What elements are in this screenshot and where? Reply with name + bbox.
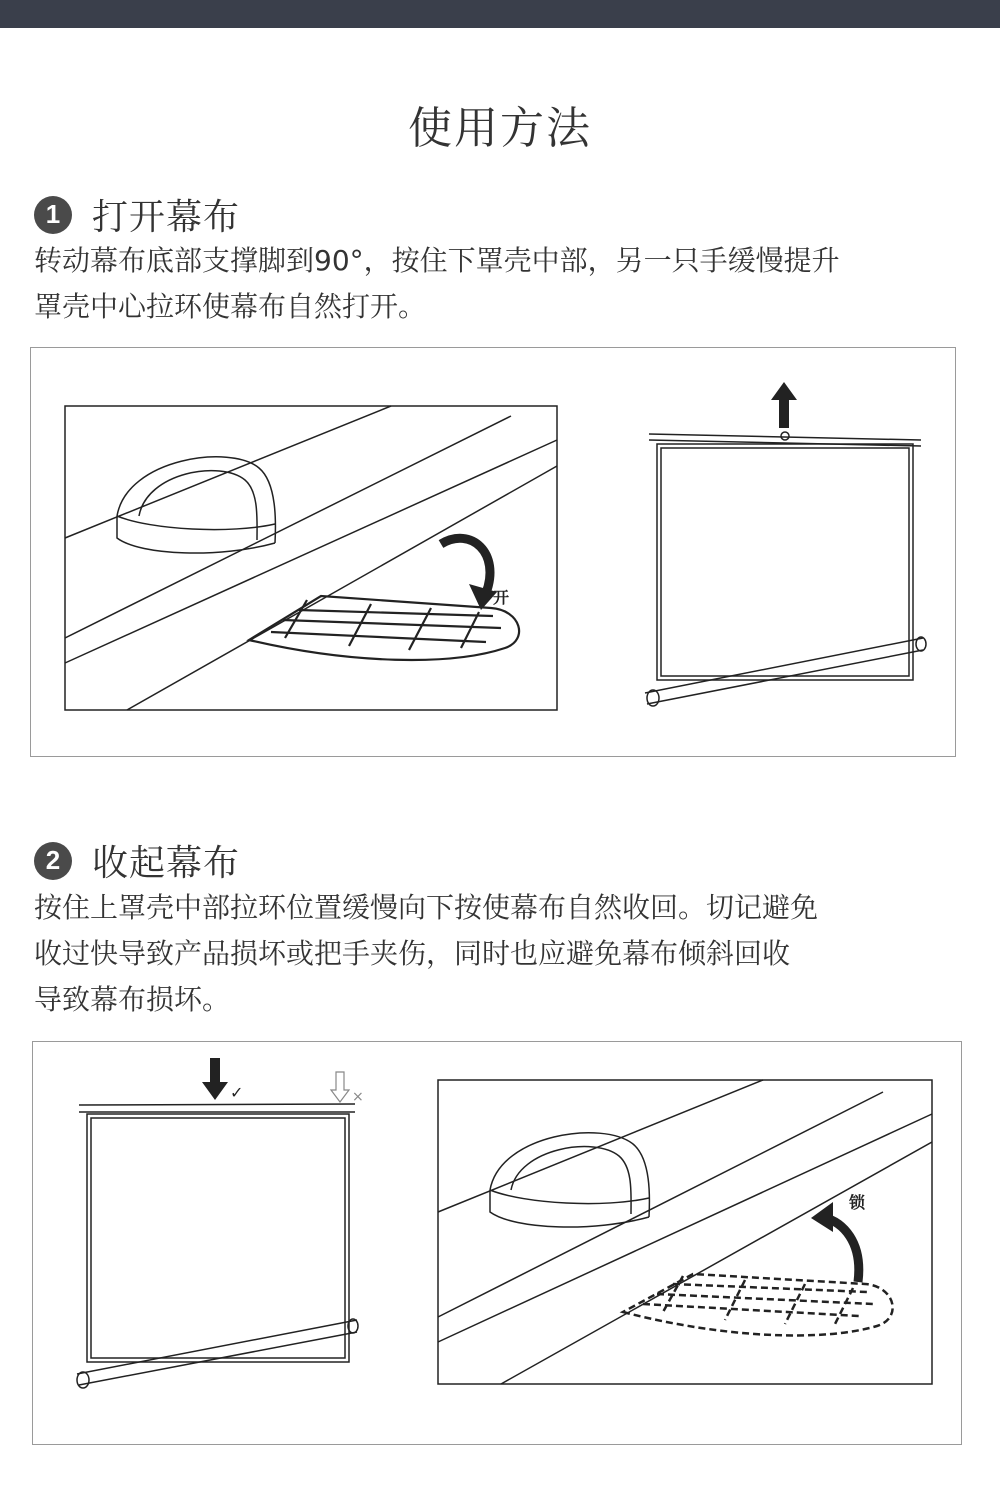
step-1-screen — [645, 432, 926, 706]
step-1-illustration-panel — [30, 347, 956, 757]
page-title: 使用方法 — [408, 103, 592, 154]
step-2-header — [34, 835, 240, 886]
check-mark: ✓ — [230, 1083, 244, 1102]
arrow-down-icon — [202, 1058, 228, 1100]
step-2-support-foot-folded — [623, 1274, 893, 1335]
top-bar — [0, 0, 1000, 28]
step-2-illustration — [33, 1042, 961, 1444]
step-2-pull-handle — [490, 1133, 649, 1227]
step-2-number-badge: 2 — [34, 842, 72, 880]
curved-arrow-icon — [811, 1202, 859, 1282]
step-1-header — [34, 189, 240, 240]
cross-mark: × — [352, 1089, 364, 1105]
outline-arrow-down-icon — [331, 1072, 349, 1102]
step-1-callout: 开 — [493, 588, 510, 607]
step-2-callout: 锁 — [849, 1193, 866, 1212]
step-2-detail-frame — [438, 1080, 932, 1384]
step-2-illustration-panel — [32, 1041, 962, 1445]
step-1-number-badge: 1 — [34, 196, 72, 234]
step-2-tube — [438, 1080, 932, 1384]
step-1-description: 转动幕布底部支撑脚到90°，按住下罩壳中部，另一只手缓慢提升 罩壳中心拉环使幕布自然打开。 — [34, 244, 840, 323]
step-1-pull-handle — [117, 457, 275, 553]
step-1-title: 打开幕布 — [92, 197, 241, 238]
step-1-illustration — [31, 348, 955, 756]
curved-arrow-icon — [441, 538, 497, 610]
step-2-description: 按住上罩壳中部拉环位置缓慢向下按使幕布自然收回。切记避免 收过快导致产品损坏或把手夹伤，同时也应避免幕布倾斜回收 导致幕布损坏。 — [34, 891, 819, 1016]
step-1-support-foot — [249, 596, 519, 660]
step-2-screen — [77, 1104, 358, 1388]
arrow-up-icon — [771, 382, 797, 428]
step-2-title: 收起幕布 — [92, 843, 241, 884]
